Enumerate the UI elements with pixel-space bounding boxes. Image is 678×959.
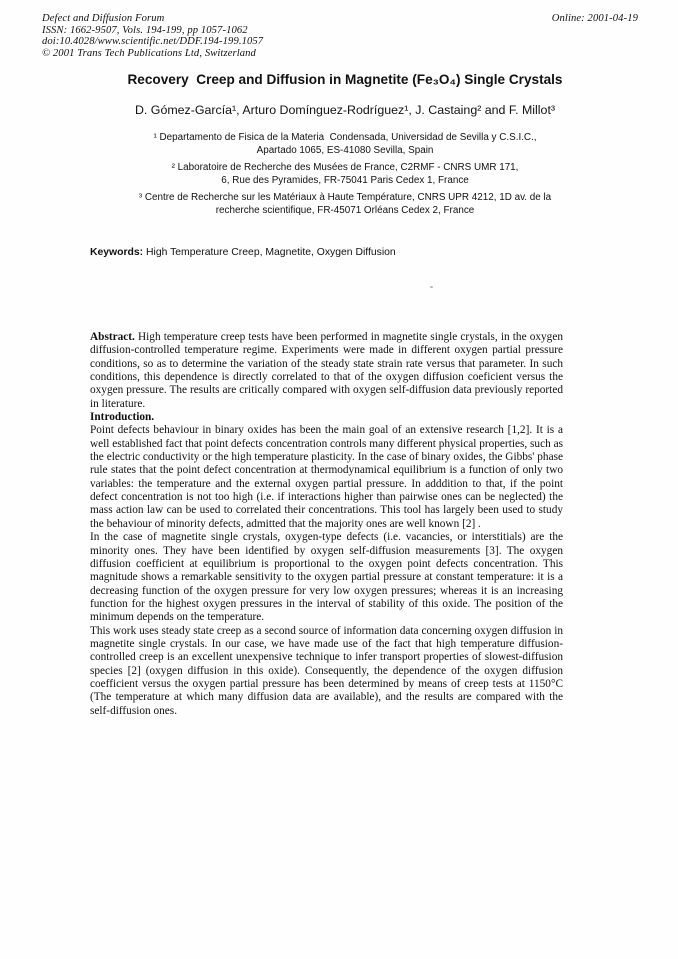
- affiliations-block: [0, 131, 678, 217]
- journal-masthead: [0, 0, 678, 59]
- affiliation-3-line-2: recherche scientifique, FR-45071 Orléans Cedex 2, France: [215, 205, 475, 217]
- section-heading-introduction: Introduction.: [90, 411, 155, 424]
- journal-name: Defect and Diffusion Forum: [42, 13, 165, 24]
- affiliation-2-line-1: ² Laboratoire de Recherche des Musées de France, C2RMF - CNRS UMR 171,: [171, 162, 519, 174]
- abstract-paragraph: [90, 331, 563, 411]
- affiliation-2: [12, 161, 678, 187]
- author-list: D. Gómez-García¹, Arturo Domínguez-Rodríguez¹, J. Castaing² and F. Millot³: [134, 103, 556, 118]
- scan-artifact-dot: [430, 286, 433, 288]
- introduction-paragraph-1: Point defects behaviour in binary oxides has been the main goal of an extensive research [1,2]. It is a well established fact that point defects concentration controls many different physical properties, such as the electric conductivity or the high temperature plasticity. In the case of binary oxides, the Gibbs' phase rule states that the point defect concentration at thermodynamical equilibrium is a function of only two variables: the temperature and the external oxygen partial pressure. In adddition to that, if the point defect concentration is not too high (i.e. if interactions higher than pairwise ones can be neglected) the mass action law can be used to correlated their concentrations. This tool has largely been used to study the behaviour of minority defects, admitted that the majority ones are well known [2] .: [90, 424, 563, 530]
- affiliation-1: [12, 131, 678, 157]
- introduction-paragraph-3: This work uses steady state creep as a second source of information data concerning oxygen diffusion in magnetite single crystals. In our case, we have made use of the fact that high temperature diffusion-controlled creep is an excellent unexpensive technique to infer transport properties of slowest-diffusion species [2] (oxygen diffusion in this oxide). Consequently, the dependence of the oxygen diffusion coefficient versus the oxygen partial pressure has been determined by means of creep tests at 1150°C (The temperature at which many diffusion data are available), and the results are compared with the self-diffusion ones.: [90, 624, 563, 717]
- paper-title: Recovery Creep and Diffusion in Magnetite (Fe₃O₄) Single Crystals: [127, 72, 563, 88]
- keywords-line: [90, 246, 678, 259]
- abstract-label: Abstract.: [90, 331, 135, 343]
- copyright-line: © 2001 Trans Tech Publications Ltd, Switzerland: [42, 47, 256, 59]
- online-date: Online: 2001-04-19: [551, 13, 638, 24]
- affiliation-2-line-2: 6, Rue des Pyramides, FR-75041 Paris Cedex 1, France: [221, 175, 469, 187]
- journal-info-block: [42, 13, 263, 59]
- introduction-paragraph-2: In the case of magnetite single crystals, oxygen-type defects (i.e. vacancies, or interstitials) are the minority ones. They have been identified by oxygen self-diffusion measurements [3]. The oxygen diffusion coefficient at equilibrium is proportional to the oxygen point defects concentration. This magnitude shows a remarkable sensitivity to the oxygen partial pressure at constant temperature: it is a decreasing function of the oxygen pressure for very low oxygen pressures; whereas it is an increasing function for the highest oxygen pressures in the interval of stability of this oxide. The position of the minimum depends on the temperature.: [90, 531, 563, 624]
- abstract-text: High temperature creep tests have been performed in magnetite single crystals, in the oxygen diffusion-controlled temperature regime. Experiments were made in different oxygen partial pressure conditions, so as to determine the variation of the steady state strain rate versus that parameter. In such conditions, this dependence is directly correlated to that of the oxygen diffusion coeficient versus the oxygen pressure. The results are critically compared with oxygen self-diffusion data previously reported in literature.: [90, 331, 563, 410]
- doi-line: doi:10.4028/www.scientific.net/DDF.194-199.1057: [42, 36, 264, 48]
- affiliation-1-line-2: Apartado 1065, ES-41080 Sevilla, Spain: [256, 145, 434, 157]
- affiliation-1-line-1: ¹ Departamento de Fisica de la Materia Condensada, Universidad de Sevilla y C.S.I.C.,: [153, 132, 537, 144]
- affiliation-3: [12, 191, 678, 217]
- keywords-text: High Temperature Creep, Magnetite, Oxygen Diffusion: [143, 247, 396, 259]
- issn-line: ISSN: 1662-9507, Vols. 194-199, pp 1057-1062: [42, 24, 248, 36]
- body-text-column: [90, 331, 563, 718]
- affiliation-3-line-1: ³ Centre de Recherche sur les Matériaux à Haute Température, CNRS UPR 4212, 1D av. de la: [138, 192, 552, 204]
- keywords-label: Keywords:: [90, 247, 144, 259]
